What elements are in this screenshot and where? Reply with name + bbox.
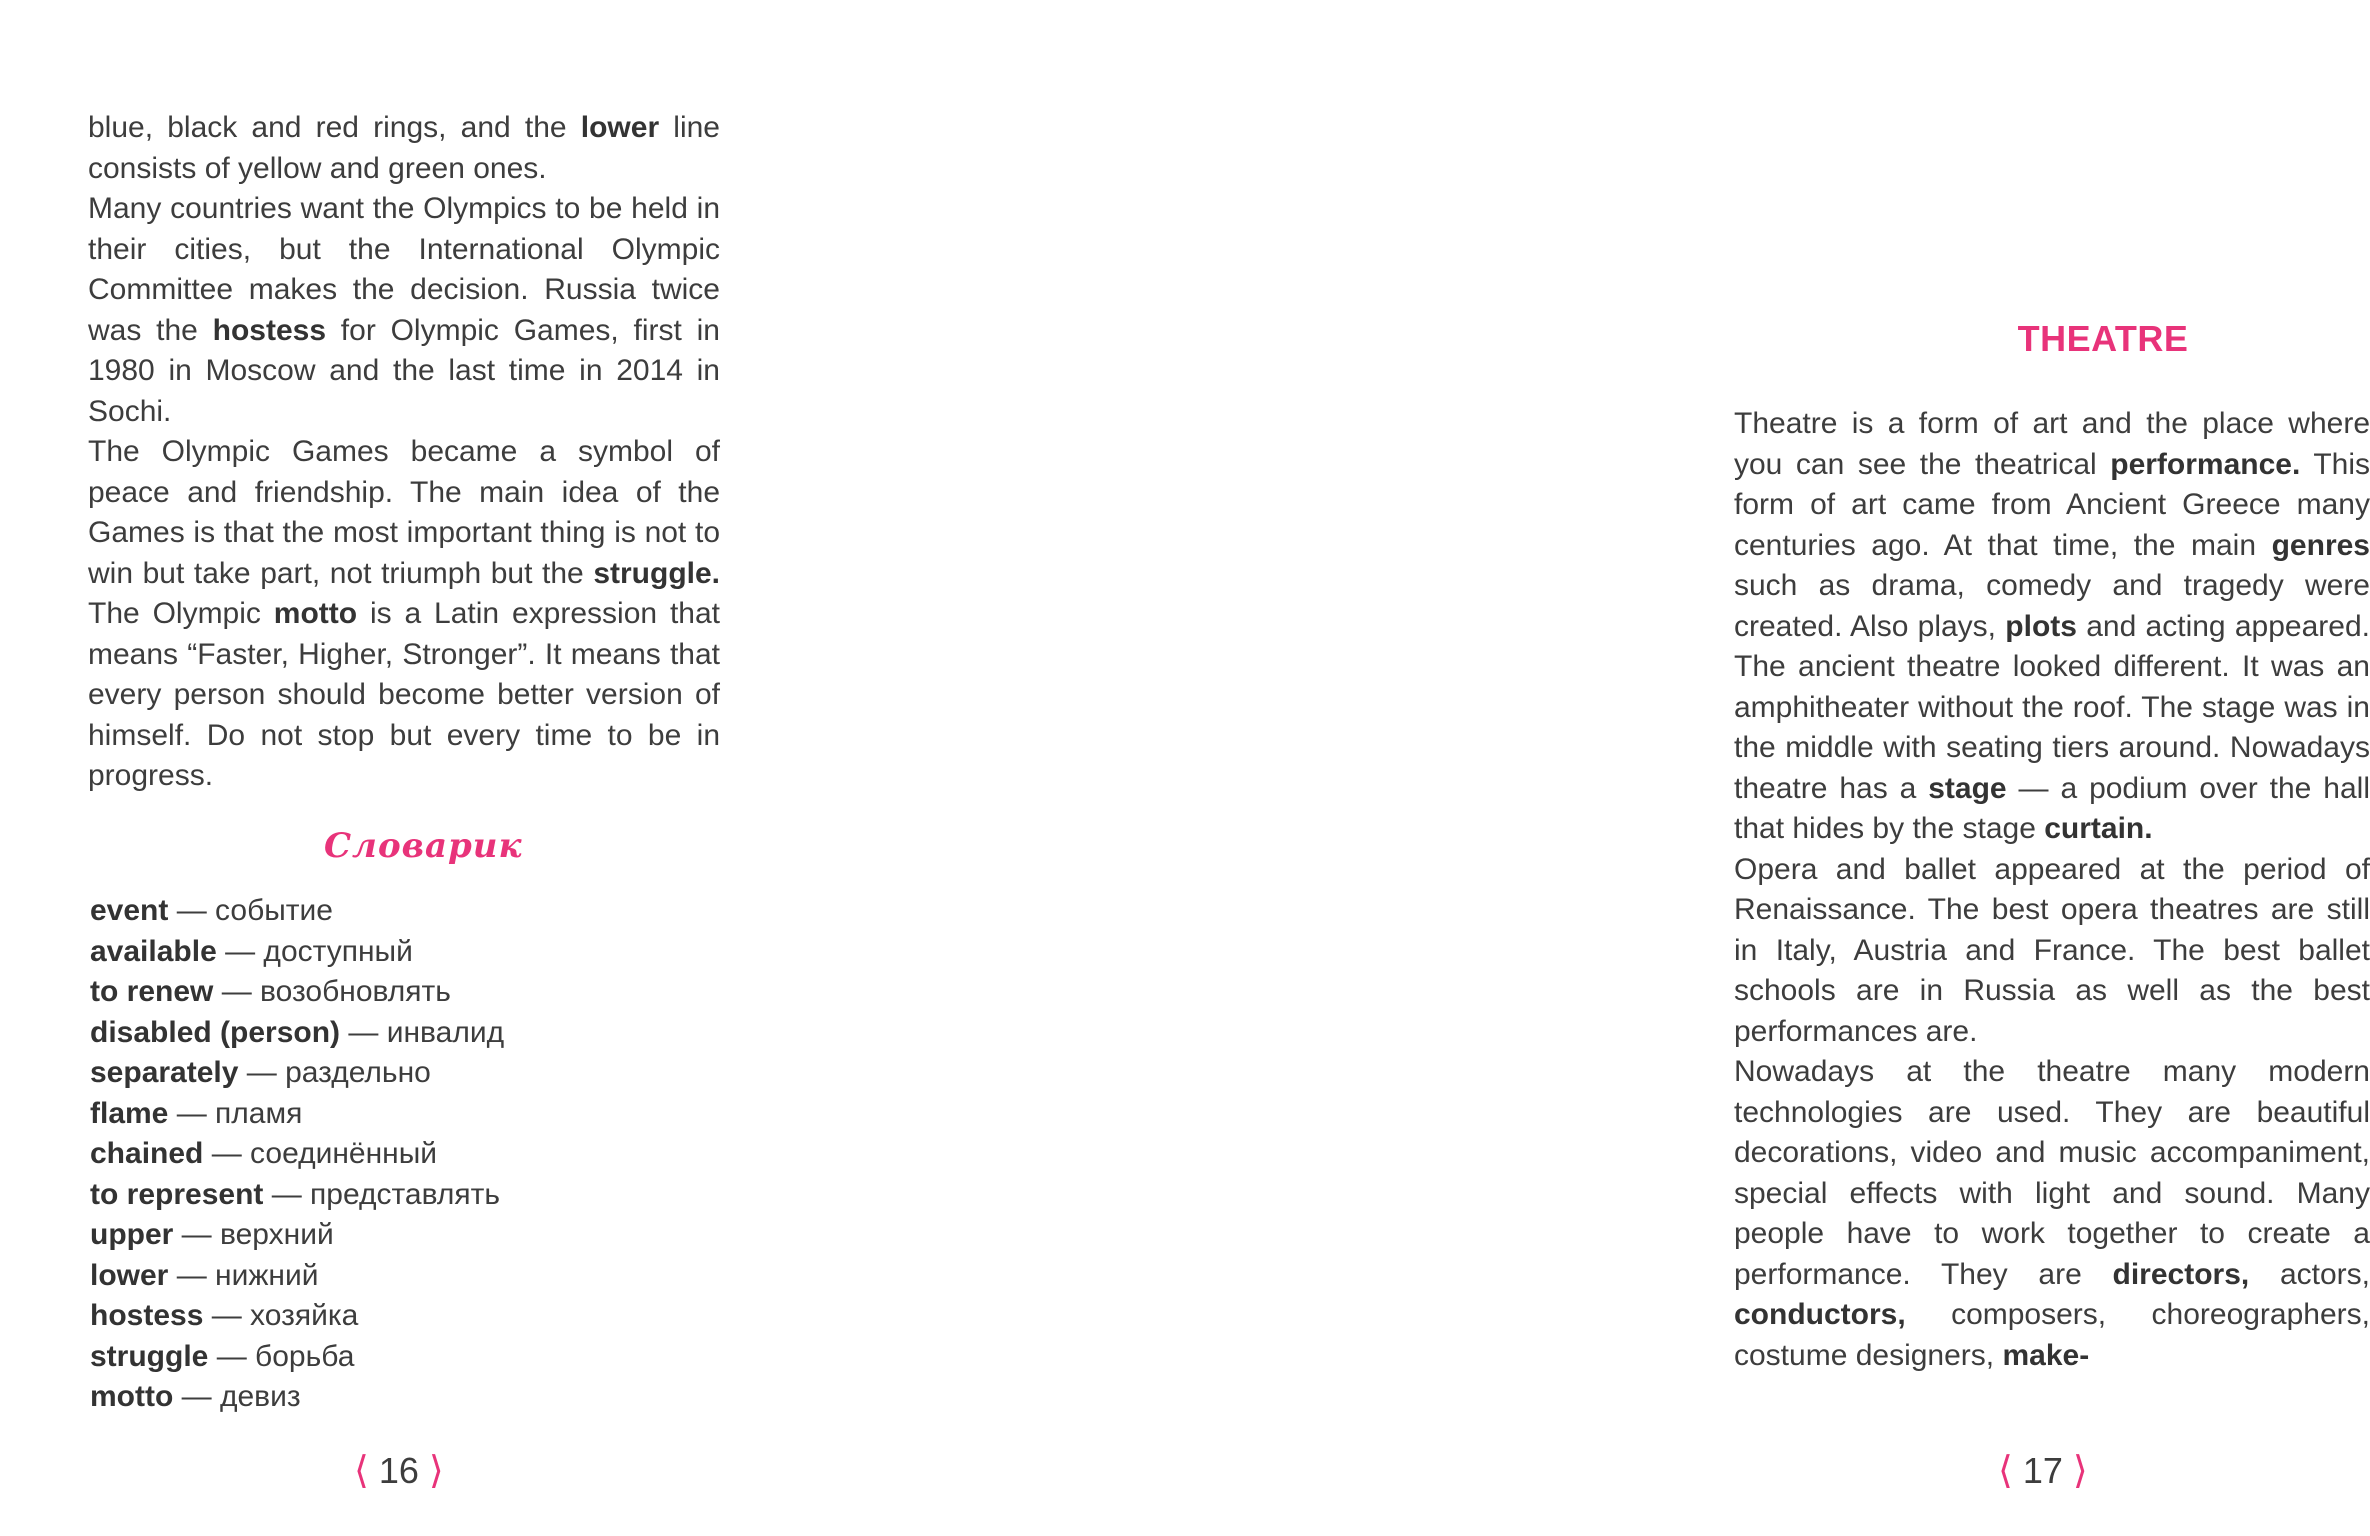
section-title: THEATRE [2017, 318, 2189, 359]
vocab-item [90, 1094, 504, 1135]
vocab-term: disabled (person) [90, 1015, 341, 1049]
bold-term: curtain. [2044, 812, 2153, 845]
vocab-term: hostess [90, 1299, 204, 1332]
vocab-item [90, 1053, 504, 1094]
paragraph: The Olympic Games became a symbol of peace and friendship. The main idea of the Games is that the most important thing is not to win but take part, not triumph but the struggle. The Olympic motto is a Latin expression that means “Faster, Higher, Stronger”. It means that every person should become better version of himself. Do not stop but every time to be in progress. [88, 435, 720, 792]
vocab-item [90, 1256, 504, 1297]
page-number-right [1998, 1448, 2088, 1493]
page-number-left [354, 1448, 444, 1493]
vocab-term: motto [90, 1380, 174, 1413]
vocab-item [90, 891, 504, 932]
vocab-translation: — доступный [216, 934, 413, 968]
vocab-term: upper [90, 1218, 174, 1251]
paragraph: Theatre is a form of art and the place where you can see the theatrical performance. This form of art came from Ancient Greece many centuries ago. At that time, the main genres such as drama, comedy and tragedy were created. Also plays, plots and acting appeared. The ancient theatre looked different. It was an amphitheater without the roof. The stage was in the middle with seating tiers around. Nowadays theatre has a stage — a podium over the hall that hides by the stage curtain. [1734, 407, 2370, 845]
bold-term: plots [2005, 609, 2077, 643]
vocab-translation: — раздельно [238, 1056, 431, 1089]
vocab-title: Словарик [324, 826, 523, 866]
vocab-item [90, 972, 504, 1013]
vocab-translation: — возобновлять [213, 975, 451, 1008]
bold-term: performance. [2110, 447, 2301, 481]
vocab-translation: — соединённый [203, 1137, 438, 1170]
vocab-item [90, 1013, 504, 1054]
paragraph: blue, black and red rings, and the lower line consists of yellow and green ones. [88, 111, 720, 185]
vocab-term: to renew [90, 975, 214, 1008]
vocab-translation: — девиз [173, 1380, 301, 1413]
bold-term: hostess [212, 313, 327, 347]
vocab-list [90, 891, 504, 1418]
vocab-translation: — верхний [173, 1218, 334, 1251]
vocab-translation: — борьба [208, 1339, 355, 1373]
paragraph: Opera and ballet appeared at the period of Renaissance. The best opera theatres are still in Italy, Austria and France. The best ballet schools are in Russia as well as the best performances are. [1734, 852, 2370, 1048]
bold-term: motto [273, 597, 358, 630]
vocab-item [90, 1175, 504, 1216]
vocab-item [90, 1134, 504, 1175]
left-body-text [88, 108, 720, 797]
page-number-value: 17 [2022, 1449, 2063, 1491]
page-number-value: 16 [378, 1449, 419, 1491]
vocab-item [90, 1377, 504, 1418]
vocab-translation: — хозяйка [203, 1299, 359, 1332]
chevron-right-icon: ⟩ [428, 1450, 444, 1492]
vocab-term: available [90, 934, 217, 968]
vocab-term: event [90, 894, 169, 927]
vocab-translation: — нижний [168, 1258, 319, 1292]
vocab-item [90, 1215, 504, 1256]
bold-term: conductors, [1734, 1298, 1906, 1331]
bold-term: lower [580, 111, 660, 144]
bold-term: struggle. [593, 556, 720, 590]
vocab-term: separately [90, 1056, 239, 1089]
vocab-translation: — пламя [168, 1096, 303, 1130]
vocab-term: struggle [90, 1339, 209, 1373]
vocab-term: lower [90, 1258, 169, 1292]
left-page [0, 0, 813, 1536]
vocab-translation: — событие [168, 894, 333, 927]
chevron-right-icon: ⟩ [2072, 1450, 2088, 1492]
paragraph: Many countries want the Olympics to be held in their cities, but the International Olympic Committee makes the decision. Russia twice was the hostess for Olympic Games, first in 1980 in Moscow and the last time in 2014 in Sochi. [88, 192, 720, 428]
bold-term: make- [2002, 1338, 2090, 1372]
vocab-term: to represent [90, 1177, 264, 1211]
vocab-term: chained [90, 1137, 204, 1170]
vocab-translation: — представлять [263, 1177, 500, 1211]
vocab-term: flame [90, 1096, 169, 1130]
vocab-translation: — инвалид [340, 1015, 505, 1049]
bold-term: genres [2271, 528, 2370, 562]
bold-term: directors, [2112, 1257, 2250, 1291]
vocab-item [90, 1337, 504, 1378]
paragraph: Nowadays at the theatre many modern technologies are used. They are beautiful decorations, video and music accompaniment, special effects with light and sound. Many people have to work together to create a performance. They are directors, actors, conductors, composers, choreographers, costume designers, make- [1734, 1055, 2370, 1372]
chevron-left-icon: ⟨ [354, 1450, 369, 1492]
vocab-item [90, 1296, 504, 1337]
right-body-text [1734, 404, 2370, 1376]
vocab-item [90, 932, 504, 973]
chevron-left-icon: ⟨ [1998, 1450, 2013, 1492]
right-page [813, 0, 2370, 1536]
bold-term: stage [1928, 771, 2007, 805]
